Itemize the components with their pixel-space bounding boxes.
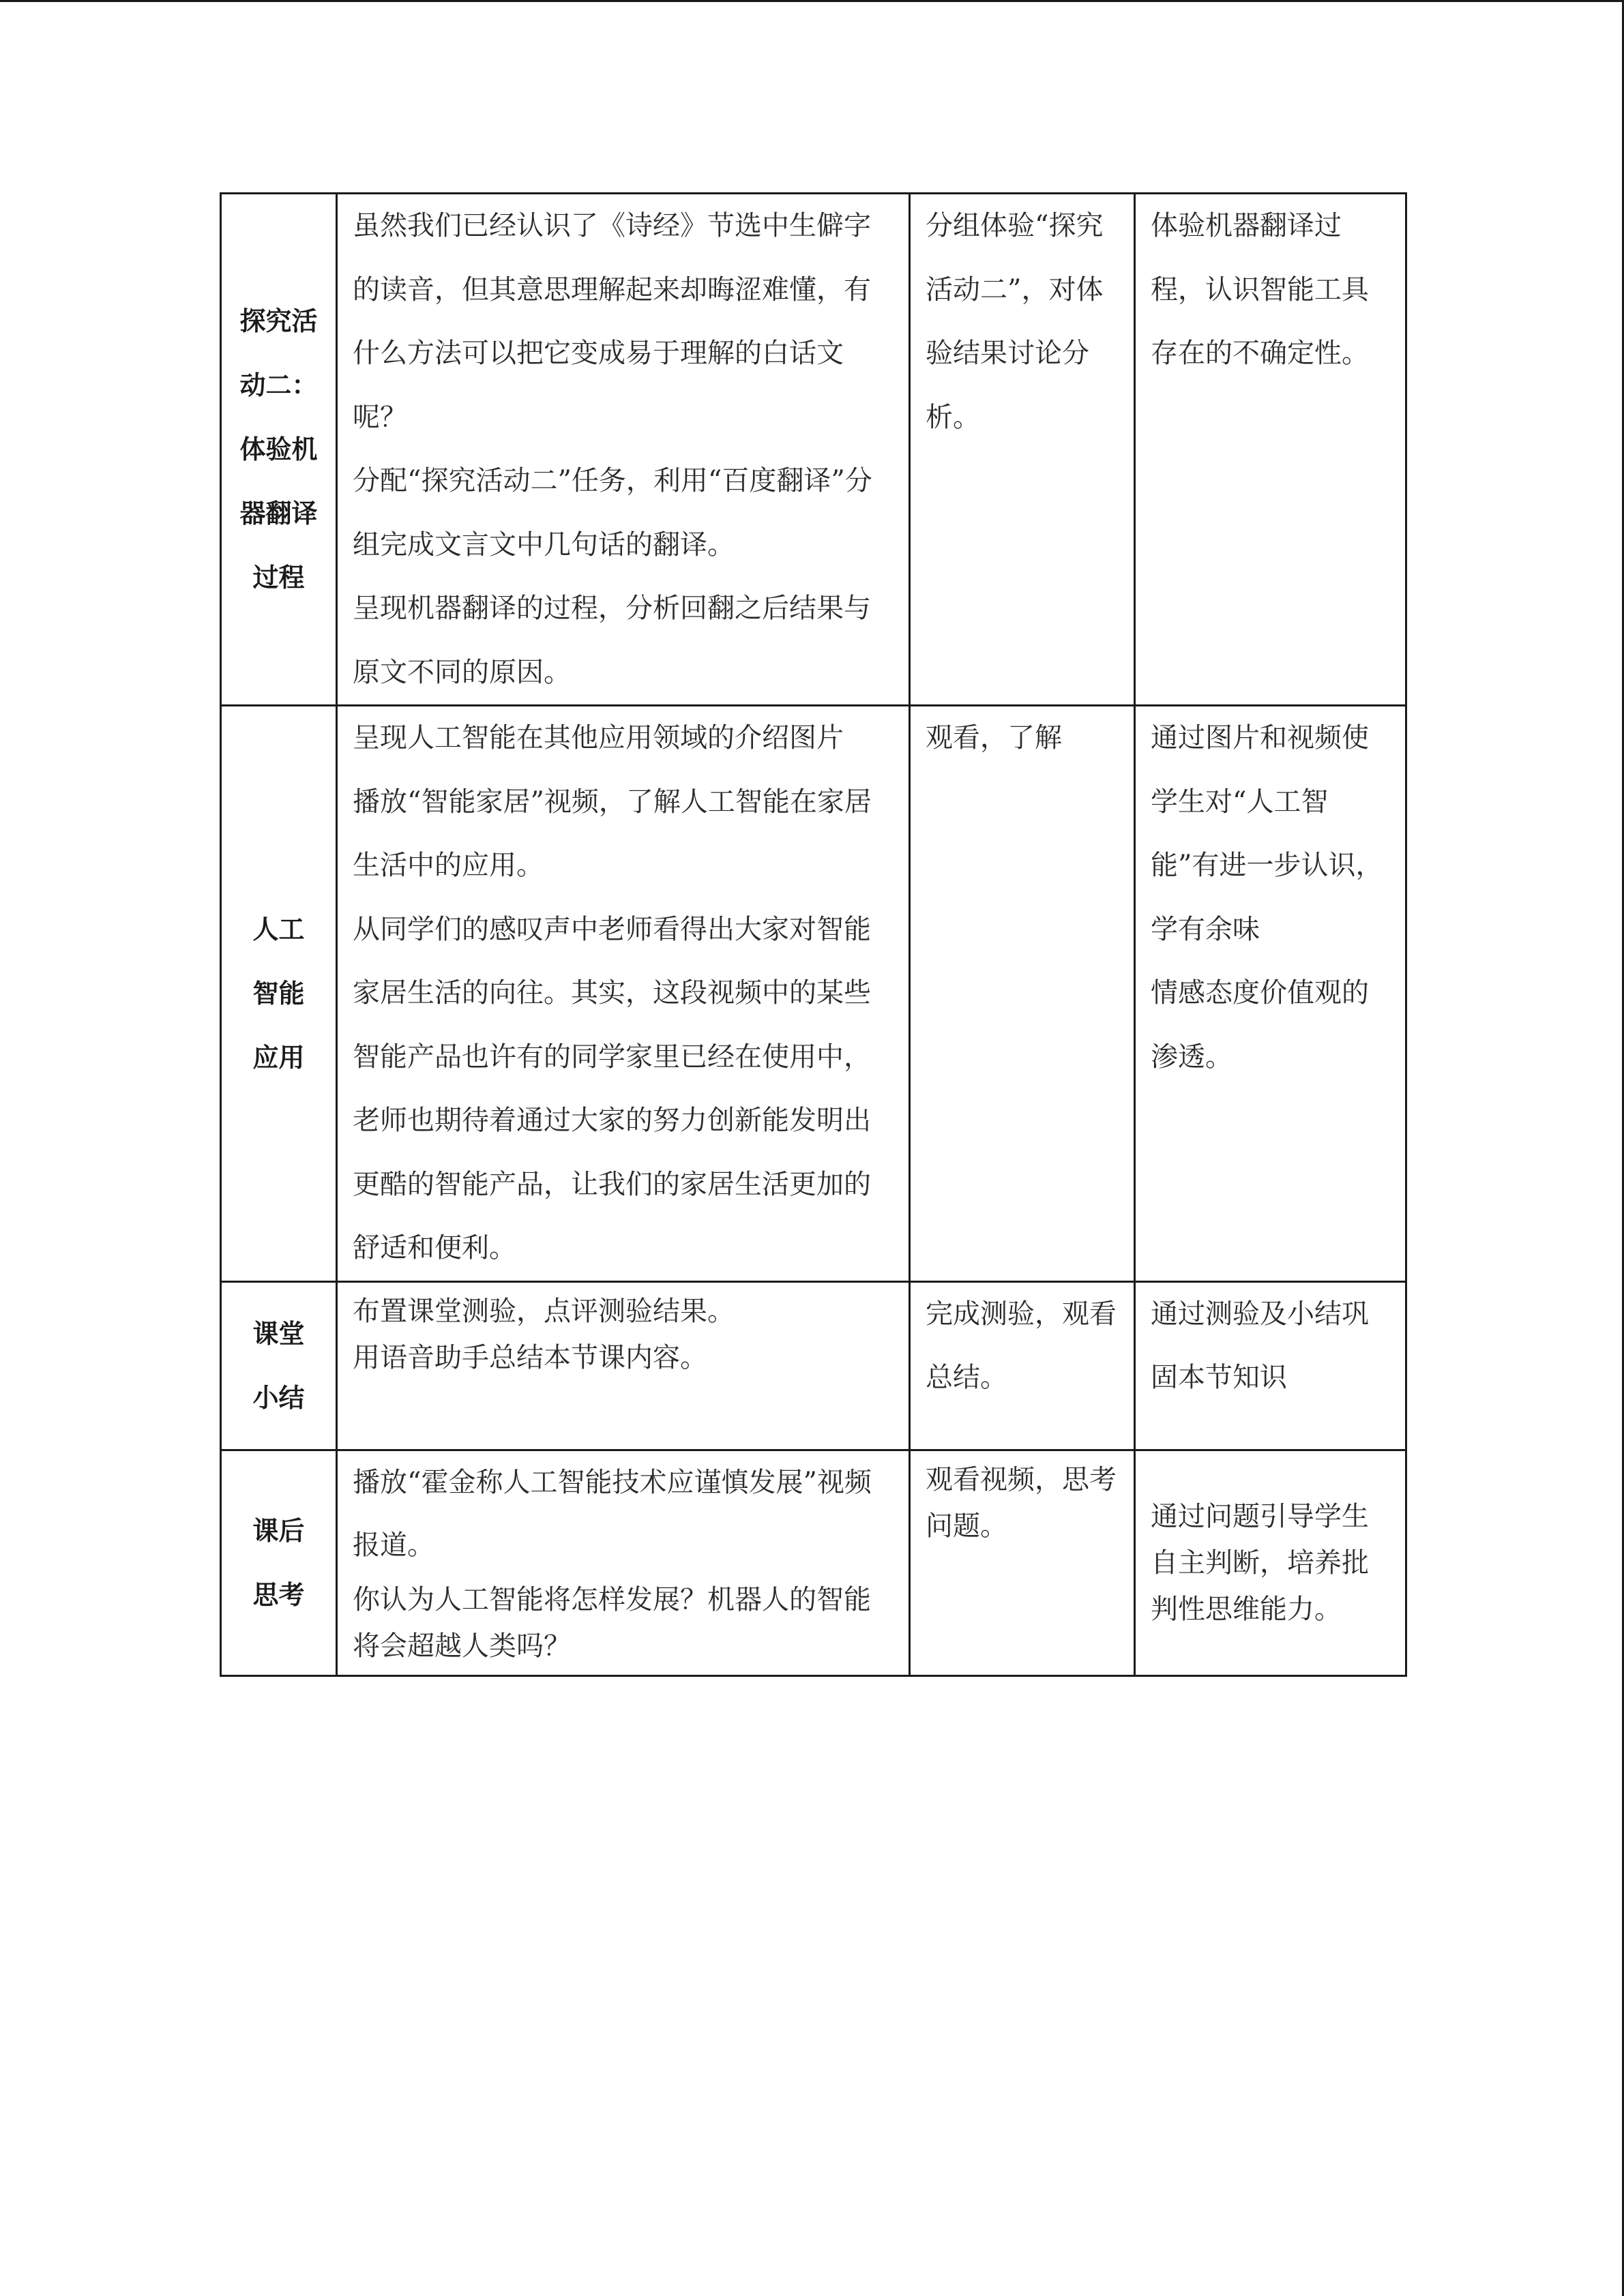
design-purpose-text: 通过测验及小结巩固本节知识 bbox=[1151, 1298, 1369, 1393]
lesson-plan-table bbox=[220, 192, 1407, 1677]
teacher-paragraph: 用语音助手总结本节课内容。 bbox=[353, 1342, 707, 1373]
student-activity-cell bbox=[910, 706, 1135, 1282]
design-purpose-text: 通过图片和视频使学生对“人工智能”有进一步认识，学有余味 bbox=[1151, 722, 1383, 945]
page-border-top bbox=[0, 0, 1624, 2]
teacher-paragraph: 布置课堂测验，点评测验结果。 bbox=[353, 1296, 735, 1327]
teacher-paragraph: 分配“探究活动二”任务，利用“百度翻译”分组完成文言文中几句话的翻译。 bbox=[353, 465, 872, 561]
student-activity-cell bbox=[910, 1282, 1135, 1450]
design-purpose-cell bbox=[1135, 194, 1406, 706]
table-row bbox=[221, 194, 1406, 706]
stage-label-cell bbox=[221, 706, 337, 1282]
stage-label: 探究活 动二： 体验机 器翻译 过程 bbox=[239, 305, 318, 593]
teacher-paragraph: 你认为人工智能将怎样发展？机器人的智能将会超越人类吗？ bbox=[353, 1584, 871, 1662]
table-row bbox=[221, 1282, 1406, 1450]
teacher-paragraph: 虽然我们已经认识了《诗经》节选中生僻字的读音，但其意思理解起来却晦涩难懂，有什么方法可以把它变成易于理解的白话文呢？ bbox=[353, 210, 871, 433]
stage-label-cell bbox=[221, 1450, 337, 1676]
table-row bbox=[221, 1450, 1406, 1676]
table-row bbox=[221, 706, 1406, 1282]
student-activity-text: 分组体验“探究活动二”，对体验结果讨论分析。 bbox=[926, 210, 1104, 433]
design-purpose-text: 体验机器翻译过程，认识智能工具存在的不确定性。 bbox=[1151, 210, 1369, 369]
student-activity-text: 观看视频，思考问题。 bbox=[926, 1464, 1117, 1542]
student-activity-cell bbox=[910, 194, 1135, 706]
design-purpose-cell bbox=[1135, 1282, 1406, 1450]
teacher-paragraph: 播放“霍金称人工智能技术应谨慎发展”视频报道。 bbox=[353, 1467, 872, 1561]
teacher-paragraph: 播放“智能家居”视频，了解人工智能在家居生活中的应用。 bbox=[353, 786, 872, 881]
teacher-activity-cell bbox=[337, 1282, 910, 1450]
design-purpose-cell bbox=[1135, 706, 1406, 1282]
teacher-activity-cell bbox=[337, 1450, 910, 1676]
stage-label-cell bbox=[221, 1282, 337, 1450]
student-activity-text: 观看，了解 bbox=[926, 722, 1062, 754]
teacher-activity-cell bbox=[337, 706, 910, 1282]
stage-label: 课堂 小结 bbox=[252, 1318, 305, 1413]
design-purpose-text: 情感态度价值观的渗透。 bbox=[1151, 977, 1369, 1073]
design-purpose-cell bbox=[1135, 1450, 1406, 1676]
teacher-paragraph: 呈现人工智能在其他应用领域的介绍图片 bbox=[353, 722, 844, 754]
stage-label: 课后 思考 bbox=[252, 1515, 305, 1610]
teacher-paragraph: 从同学们的感叹声中老师看得出大家对智能家居生活的向往。其实，这段视频中的某些智能产品也许有的同学家里已经在使用中，老师也期待着通过大家的努力创新能发明出更酷的智能产品，让我们的家居生活更加的舒适和便利。 bbox=[353, 913, 871, 1264]
design-purpose-text: 通过问题引导学生自主判断，培养批判性思维能力。 bbox=[1151, 1501, 1369, 1625]
stage-label: 人工 智能 应用 bbox=[252, 914, 305, 1073]
student-activity-cell bbox=[910, 1450, 1135, 1676]
teacher-paragraph: 呈现机器翻译的过程，分析回翻之后结果与原文不同的原因。 bbox=[353, 593, 871, 688]
stage-label-cell bbox=[221, 194, 337, 706]
teacher-activity-cell bbox=[337, 194, 910, 706]
student-activity-text: 完成测验，观看总结。 bbox=[926, 1298, 1117, 1393]
